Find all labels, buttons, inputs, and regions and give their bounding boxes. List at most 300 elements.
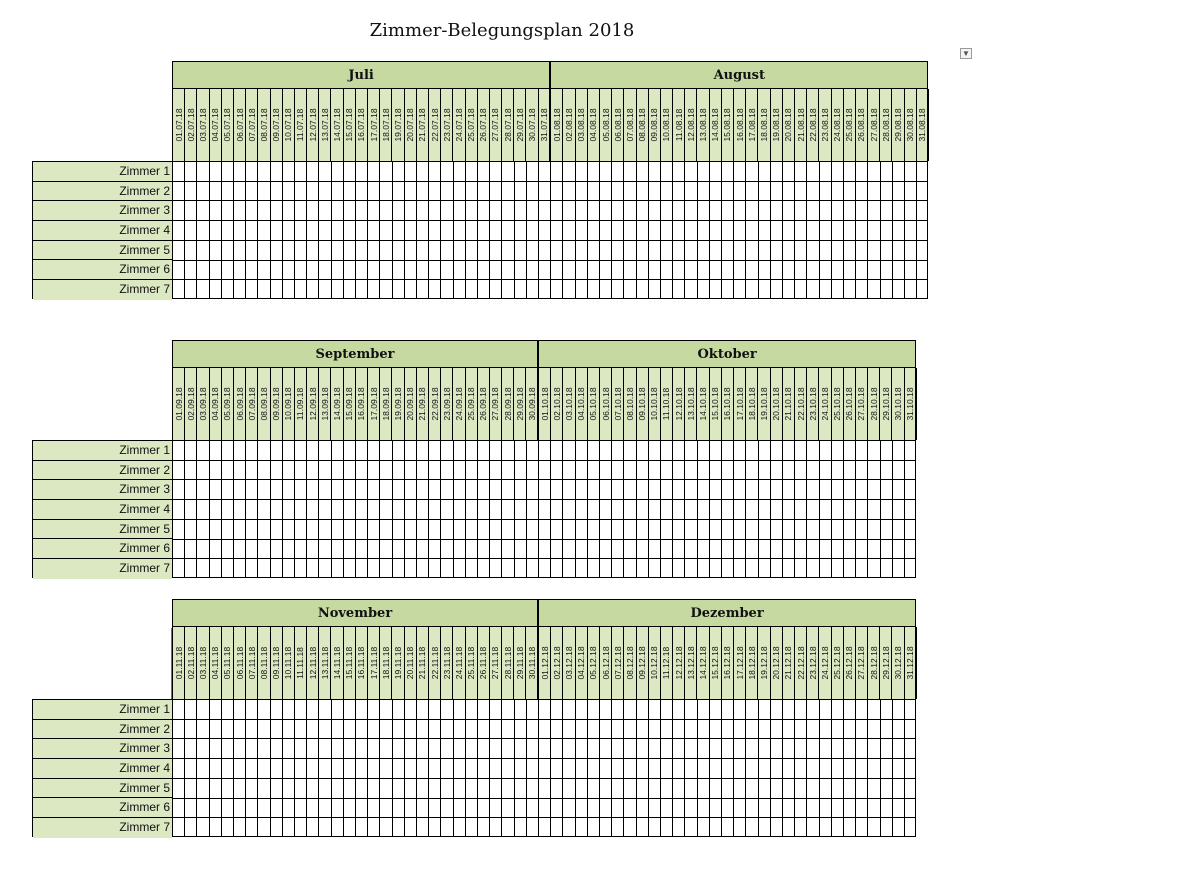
day-header-cell bbox=[551, 89, 563, 161]
day-header-cell bbox=[576, 368, 588, 440]
room-label: Zimmer 2 bbox=[33, 720, 172, 740]
day-label: 24.10.18 bbox=[819, 387, 830, 421]
grid-column-line bbox=[575, 441, 576, 577]
grid-column-line bbox=[379, 441, 380, 577]
grid-column-line bbox=[392, 162, 393, 298]
room-label: Zimmer 3 bbox=[33, 201, 172, 221]
day-header-cell bbox=[649, 627, 661, 699]
day-header-cell bbox=[417, 368, 429, 440]
day-label: 19.10.18 bbox=[758, 387, 769, 421]
day-label: 23.12.18 bbox=[807, 646, 818, 680]
day-header-cell bbox=[624, 627, 636, 699]
grid-column-line bbox=[843, 441, 844, 577]
day-label: 20.07.18 bbox=[404, 108, 415, 142]
grid-column-line bbox=[404, 441, 405, 577]
page-title: Zimmer-Belegungsplan 2018 bbox=[369, 20, 635, 41]
day-label: 16.12.18 bbox=[722, 646, 733, 680]
day-header-cell bbox=[210, 89, 222, 161]
day-header-cell bbox=[673, 627, 685, 699]
grid-column-line bbox=[440, 162, 441, 298]
grid-column-line bbox=[794, 441, 795, 577]
day-header-cell bbox=[295, 368, 307, 440]
day-header-cell bbox=[880, 89, 892, 161]
day-label: 16.10.18 bbox=[722, 387, 733, 421]
day-label: 27.12.18 bbox=[856, 646, 867, 680]
room-label: Zimmer 2 bbox=[33, 461, 172, 481]
day-header-cell bbox=[637, 627, 649, 699]
day-label: 06.07.18 bbox=[234, 108, 245, 142]
day-header-cell bbox=[758, 89, 770, 161]
grid-column-line bbox=[416, 441, 417, 577]
day-label: 09.11.18 bbox=[270, 646, 281, 680]
day-header-cell bbox=[405, 627, 417, 699]
day-label: 07.11.18 bbox=[246, 646, 257, 680]
day-label: 09.08.18 bbox=[649, 108, 660, 142]
grid-column-line bbox=[806, 441, 807, 577]
grid-column-line bbox=[697, 441, 698, 577]
day-label: 02.12.18 bbox=[551, 646, 562, 680]
grid-column-line bbox=[184, 441, 185, 577]
day-label: 11.07.18 bbox=[295, 108, 306, 142]
grid-column-line bbox=[819, 441, 820, 577]
grid-column-line bbox=[672, 441, 673, 577]
day-header-cell bbox=[478, 627, 490, 699]
day-header-cell bbox=[197, 89, 209, 161]
day-label: 15.11.18 bbox=[343, 646, 354, 680]
grid-column-line bbox=[526, 162, 527, 298]
room-label: Zimmer 7 bbox=[33, 818, 172, 838]
day-header-cell bbox=[905, 368, 917, 440]
day-header-cell bbox=[892, 89, 904, 161]
grid-column-line bbox=[611, 700, 612, 836]
day-label: 12.07.18 bbox=[307, 108, 318, 142]
day-label: 20.11.18 bbox=[404, 646, 415, 680]
month-header: Oktober bbox=[538, 340, 916, 368]
grid-column-line bbox=[221, 162, 222, 298]
grid-column-line bbox=[501, 162, 502, 298]
day-header-cell bbox=[819, 89, 831, 161]
grid-column-line bbox=[880, 162, 881, 298]
day-header-cell bbox=[490, 89, 502, 161]
day-label: 19.07.18 bbox=[392, 108, 403, 142]
day-header-cell bbox=[307, 368, 319, 440]
grid-column-line bbox=[318, 162, 319, 298]
day-header-cell bbox=[185, 89, 197, 161]
day-label: 28.07.18 bbox=[502, 108, 513, 142]
day-header-cell bbox=[453, 368, 465, 440]
grid-column-line bbox=[587, 441, 588, 577]
grid-column-line bbox=[721, 700, 722, 836]
grid-column-line bbox=[318, 700, 319, 836]
room-label: Zimmer 1 bbox=[33, 162, 172, 182]
room-label-column bbox=[32, 440, 172, 578]
day-label: 22.07.18 bbox=[429, 108, 440, 142]
booking-grid bbox=[172, 161, 928, 299]
day-header-cell bbox=[331, 368, 343, 440]
grid-column-line bbox=[648, 162, 649, 298]
grid-column-line bbox=[611, 162, 612, 298]
day-header-cell bbox=[441, 368, 453, 440]
grid-column-line bbox=[623, 441, 624, 577]
day-header-cell bbox=[868, 368, 880, 440]
month-header: November bbox=[172, 599, 538, 627]
day-label: 05.11.18 bbox=[222, 646, 233, 680]
room-label: Zimmer 1 bbox=[33, 441, 172, 461]
day-label: 11.12.18 bbox=[661, 646, 672, 680]
day-label: 08.11.18 bbox=[258, 646, 269, 680]
day-header-cell bbox=[197, 627, 209, 699]
day-header-cell bbox=[734, 368, 746, 440]
day-label: 10.10.18 bbox=[649, 387, 660, 421]
grid-column-line bbox=[514, 441, 515, 577]
month-divider bbox=[550, 162, 551, 298]
day-header-cell bbox=[331, 627, 343, 699]
day-label: 13.10.18 bbox=[685, 387, 696, 421]
day-label: 19.12.18 bbox=[758, 646, 769, 680]
day-header-cell bbox=[600, 368, 612, 440]
grid-column-line bbox=[184, 162, 185, 298]
day-label: 15.08.18 bbox=[722, 108, 733, 142]
day-header-cell bbox=[466, 368, 478, 440]
day-label: 07.12.18 bbox=[612, 646, 623, 680]
day-header-cell bbox=[368, 89, 380, 161]
booking-grid bbox=[172, 440, 916, 578]
month-divider bbox=[538, 441, 539, 577]
grid-column-line bbox=[623, 700, 624, 836]
grid-column-line bbox=[782, 441, 783, 577]
day-header-cell bbox=[795, 627, 807, 699]
day-label: 15.07.18 bbox=[343, 108, 354, 142]
day-label: 25.08.18 bbox=[844, 108, 855, 142]
day-header-cell bbox=[502, 89, 514, 161]
grid-column-line bbox=[904, 441, 905, 577]
grid-column-line bbox=[489, 162, 490, 298]
day-label: 06.11.18 bbox=[234, 646, 245, 680]
grid-column-line bbox=[867, 162, 868, 298]
day-header-cell bbox=[319, 89, 331, 161]
month-header: Juli bbox=[172, 61, 550, 89]
day-label: 14.08.18 bbox=[709, 108, 720, 142]
day-header-cell bbox=[844, 627, 856, 699]
day-label: 29.10.18 bbox=[880, 387, 891, 421]
day-header-cell bbox=[185, 627, 197, 699]
grid-column-line bbox=[306, 441, 307, 577]
grid-column-line bbox=[819, 162, 820, 298]
day-label: 12.10.18 bbox=[673, 387, 684, 421]
day-header-cell bbox=[807, 627, 819, 699]
month-header: September bbox=[172, 340, 538, 368]
day-label: 31.10.18 bbox=[904, 387, 915, 421]
day-label: 05.10.18 bbox=[588, 387, 599, 421]
grid-column-line bbox=[575, 162, 576, 298]
month-header: Dezember bbox=[538, 599, 916, 627]
day-label: 21.07.18 bbox=[417, 108, 428, 142]
grid-column-line bbox=[672, 162, 673, 298]
day-label: 13.07.18 bbox=[319, 108, 330, 142]
day-header-cell bbox=[380, 627, 392, 699]
day-label: 02.07.18 bbox=[185, 108, 196, 142]
day-label: 01.11.18 bbox=[173, 646, 184, 680]
grid-column-line bbox=[660, 162, 661, 298]
day-label: 14.12.18 bbox=[697, 646, 708, 680]
day-label: 08.12.18 bbox=[624, 646, 635, 680]
grid-row-line bbox=[173, 499, 915, 500]
grid-column-line bbox=[745, 162, 746, 298]
day-header-cell bbox=[844, 89, 856, 161]
day-header-cell bbox=[295, 627, 307, 699]
day-label: 16.07.18 bbox=[356, 108, 367, 142]
grid-column-line bbox=[538, 162, 539, 298]
day-label: 15.09.18 bbox=[343, 387, 354, 421]
day-header-cell bbox=[551, 368, 563, 440]
day-label: 22.09.18 bbox=[429, 387, 440, 421]
grid-column-line bbox=[782, 162, 783, 298]
day-label: 14.07.18 bbox=[331, 108, 342, 142]
day-header-cell bbox=[795, 368, 807, 440]
room-label-column bbox=[32, 161, 172, 299]
grid-column-line bbox=[282, 162, 283, 298]
grid-column-line bbox=[257, 441, 258, 577]
room-label: Zimmer 3 bbox=[33, 480, 172, 500]
day-label: 19.08.18 bbox=[770, 108, 781, 142]
day-label: 04.11.18 bbox=[209, 646, 220, 680]
grid-column-line bbox=[367, 162, 368, 298]
day-header-cell bbox=[807, 368, 819, 440]
day-header-cell bbox=[429, 368, 441, 440]
day-header-cell bbox=[819, 627, 831, 699]
day-header-cell bbox=[344, 368, 356, 440]
day-label: 02.11.18 bbox=[185, 646, 196, 680]
grid-column-line bbox=[916, 162, 917, 298]
grid-column-line bbox=[367, 700, 368, 836]
day-header-cell bbox=[526, 89, 538, 161]
day-label: 21.09.18 bbox=[417, 387, 428, 421]
day-header-cell bbox=[892, 368, 904, 440]
day-header-cell bbox=[673, 89, 685, 161]
room-label: Zimmer 5 bbox=[33, 779, 172, 799]
grid-column-line bbox=[526, 700, 527, 836]
day-header-cell bbox=[588, 89, 600, 161]
day-label: 22.08.18 bbox=[807, 108, 818, 142]
day-label: 04.07.18 bbox=[209, 108, 220, 142]
day-label: 31.08.18 bbox=[917, 108, 928, 142]
day-header-row bbox=[538, 368, 916, 440]
day-label: 21.12.18 bbox=[783, 646, 794, 680]
grid-column-line bbox=[526, 441, 527, 577]
room-label: Zimmer 7 bbox=[33, 559, 172, 579]
day-header-cell bbox=[283, 89, 295, 161]
day-header-cell bbox=[697, 368, 709, 440]
grid-column-line bbox=[672, 700, 673, 836]
day-label: 23.11.18 bbox=[441, 646, 452, 680]
day-label: 30.09.18 bbox=[526, 387, 537, 421]
day-label: 30.10.18 bbox=[892, 387, 903, 421]
grid-column-line bbox=[575, 700, 576, 836]
grid-column-line bbox=[599, 700, 600, 836]
dropdown-arrow-icon[interactable]: ▼ bbox=[960, 48, 972, 59]
grid-column-line bbox=[684, 441, 685, 577]
day-header-cell bbox=[502, 368, 514, 440]
day-header-cell bbox=[234, 368, 246, 440]
day-label: 14.11.18 bbox=[331, 646, 342, 680]
day-header-cell bbox=[502, 627, 514, 699]
grid-column-line bbox=[404, 162, 405, 298]
grid-column-line bbox=[331, 700, 332, 836]
room-label: Zimmer 3 bbox=[33, 739, 172, 759]
day-label: 31.07.18 bbox=[538, 108, 549, 142]
day-label: 24.07.18 bbox=[453, 108, 464, 142]
day-label: 03.08.18 bbox=[575, 108, 586, 142]
day-header-cell bbox=[649, 368, 661, 440]
day-header-cell bbox=[331, 89, 343, 161]
day-label: 29.07.18 bbox=[514, 108, 525, 142]
day-label: 05.07.18 bbox=[222, 108, 233, 142]
day-header-cell bbox=[271, 368, 283, 440]
day-label: 18.08.18 bbox=[758, 108, 769, 142]
day-label: 12.08.18 bbox=[685, 108, 696, 142]
day-header-cell bbox=[368, 627, 380, 699]
grid-column-line bbox=[221, 441, 222, 577]
day-header-cell bbox=[246, 368, 258, 440]
day-header-cell bbox=[685, 89, 697, 161]
grid-column-line bbox=[855, 700, 856, 836]
day-header-cell bbox=[539, 627, 551, 699]
grid-column-line bbox=[843, 162, 844, 298]
grid-column-line bbox=[587, 700, 588, 836]
grid-column-line bbox=[233, 162, 234, 298]
day-label: 28.12.18 bbox=[868, 646, 879, 680]
grid-row-line bbox=[173, 778, 915, 779]
day-label: 13.12.18 bbox=[685, 646, 696, 680]
day-label: 17.09.18 bbox=[368, 387, 379, 421]
day-header-cell bbox=[490, 627, 502, 699]
day-header-cell bbox=[832, 89, 844, 161]
grid-column-line bbox=[770, 700, 771, 836]
day-label: 12.12.18 bbox=[673, 646, 684, 680]
grid-column-line bbox=[648, 441, 649, 577]
day-header-cell bbox=[283, 368, 295, 440]
day-label: 24.11.18 bbox=[453, 646, 464, 680]
grid-column-line bbox=[562, 700, 563, 836]
room-label: Zimmer 6 bbox=[33, 260, 172, 280]
day-header-cell bbox=[600, 627, 612, 699]
grid-column-line bbox=[270, 441, 271, 577]
day-label: 11.10.18 bbox=[661, 387, 672, 421]
day-header-cell bbox=[649, 89, 661, 161]
grid-column-line bbox=[501, 700, 502, 836]
day-label: 26.09.18 bbox=[478, 387, 489, 421]
grid-column-line bbox=[355, 441, 356, 577]
day-header-cell bbox=[880, 368, 892, 440]
day-label: 26.08.18 bbox=[856, 108, 867, 142]
day-header-cell bbox=[526, 627, 538, 699]
grid-column-line bbox=[379, 700, 380, 836]
grid-column-line bbox=[660, 441, 661, 577]
day-label: 28.10.18 bbox=[868, 387, 879, 421]
grid-column-line bbox=[697, 162, 698, 298]
day-label: 02.10.18 bbox=[551, 387, 562, 421]
day-header-cell bbox=[746, 368, 758, 440]
day-label: 01.09.18 bbox=[173, 387, 184, 421]
day-header-cell bbox=[380, 368, 392, 440]
day-header-cell bbox=[771, 627, 783, 699]
day-label: 10.08.18 bbox=[661, 108, 672, 142]
day-label: 14.09.18 bbox=[331, 387, 342, 421]
grid-column-line bbox=[453, 700, 454, 836]
grid-column-line bbox=[758, 700, 759, 836]
grid-column-line bbox=[880, 700, 881, 836]
grid-column-line bbox=[257, 700, 258, 836]
grid-column-line bbox=[599, 441, 600, 577]
day-header-cell bbox=[710, 627, 722, 699]
grid-column-line bbox=[355, 700, 356, 836]
day-header-cell bbox=[271, 627, 283, 699]
day-header-cell bbox=[868, 627, 880, 699]
grid-column-line bbox=[245, 441, 246, 577]
day-label: 19.11.18 bbox=[392, 646, 403, 680]
day-label: 23.07.18 bbox=[441, 108, 452, 142]
grid-column-line bbox=[794, 700, 795, 836]
grid-column-line bbox=[758, 441, 759, 577]
room-label: Zimmer 6 bbox=[33, 539, 172, 559]
day-label: 28.08.18 bbox=[880, 108, 891, 142]
grid-column-line bbox=[855, 162, 856, 298]
day-label: 16.11.18 bbox=[356, 646, 367, 680]
day-header-cell bbox=[344, 89, 356, 161]
day-header-cell bbox=[771, 368, 783, 440]
day-label: 15.10.18 bbox=[709, 387, 720, 421]
grid-column-line bbox=[550, 700, 551, 836]
day-header-cell bbox=[807, 89, 819, 161]
grid-column-line bbox=[562, 441, 563, 577]
day-label: 09.09.18 bbox=[270, 387, 281, 421]
booking-grid bbox=[172, 699, 916, 837]
grid-column-line bbox=[257, 162, 258, 298]
grid-column-line bbox=[867, 700, 868, 836]
grid-column-line bbox=[306, 700, 307, 836]
day-label: 10.12.18 bbox=[649, 646, 660, 680]
grid-column-line bbox=[770, 162, 771, 298]
day-label: 23.09.18 bbox=[441, 387, 452, 421]
day-header-cell bbox=[466, 89, 478, 161]
day-header-cell bbox=[185, 368, 197, 440]
day-label: 09.12.18 bbox=[636, 646, 647, 680]
day-label: 03.11.18 bbox=[197, 646, 208, 680]
day-header-cell bbox=[539, 89, 551, 161]
day-header-cell bbox=[868, 89, 880, 161]
grid-column-line bbox=[867, 441, 868, 577]
grid-column-line bbox=[684, 700, 685, 836]
day-header-cell bbox=[478, 89, 490, 161]
grid-column-line bbox=[599, 162, 600, 298]
grid-column-line bbox=[318, 441, 319, 577]
day-label: 18.10.18 bbox=[746, 387, 757, 421]
room-label: Zimmer 6 bbox=[33, 798, 172, 818]
day-header-cell bbox=[417, 627, 429, 699]
day-header-cell bbox=[344, 627, 356, 699]
day-header-cell bbox=[661, 627, 673, 699]
day-header-cell bbox=[246, 627, 258, 699]
grid-column-line bbox=[453, 162, 454, 298]
day-header-cell bbox=[637, 89, 649, 161]
day-label: 03.07.18 bbox=[197, 108, 208, 142]
day-header-cell bbox=[856, 627, 868, 699]
day-header-cell bbox=[380, 89, 392, 161]
grid-column-line bbox=[379, 162, 380, 298]
day-header-cell bbox=[222, 89, 234, 161]
grid-column-line bbox=[904, 700, 905, 836]
month-header: August bbox=[550, 61, 928, 89]
